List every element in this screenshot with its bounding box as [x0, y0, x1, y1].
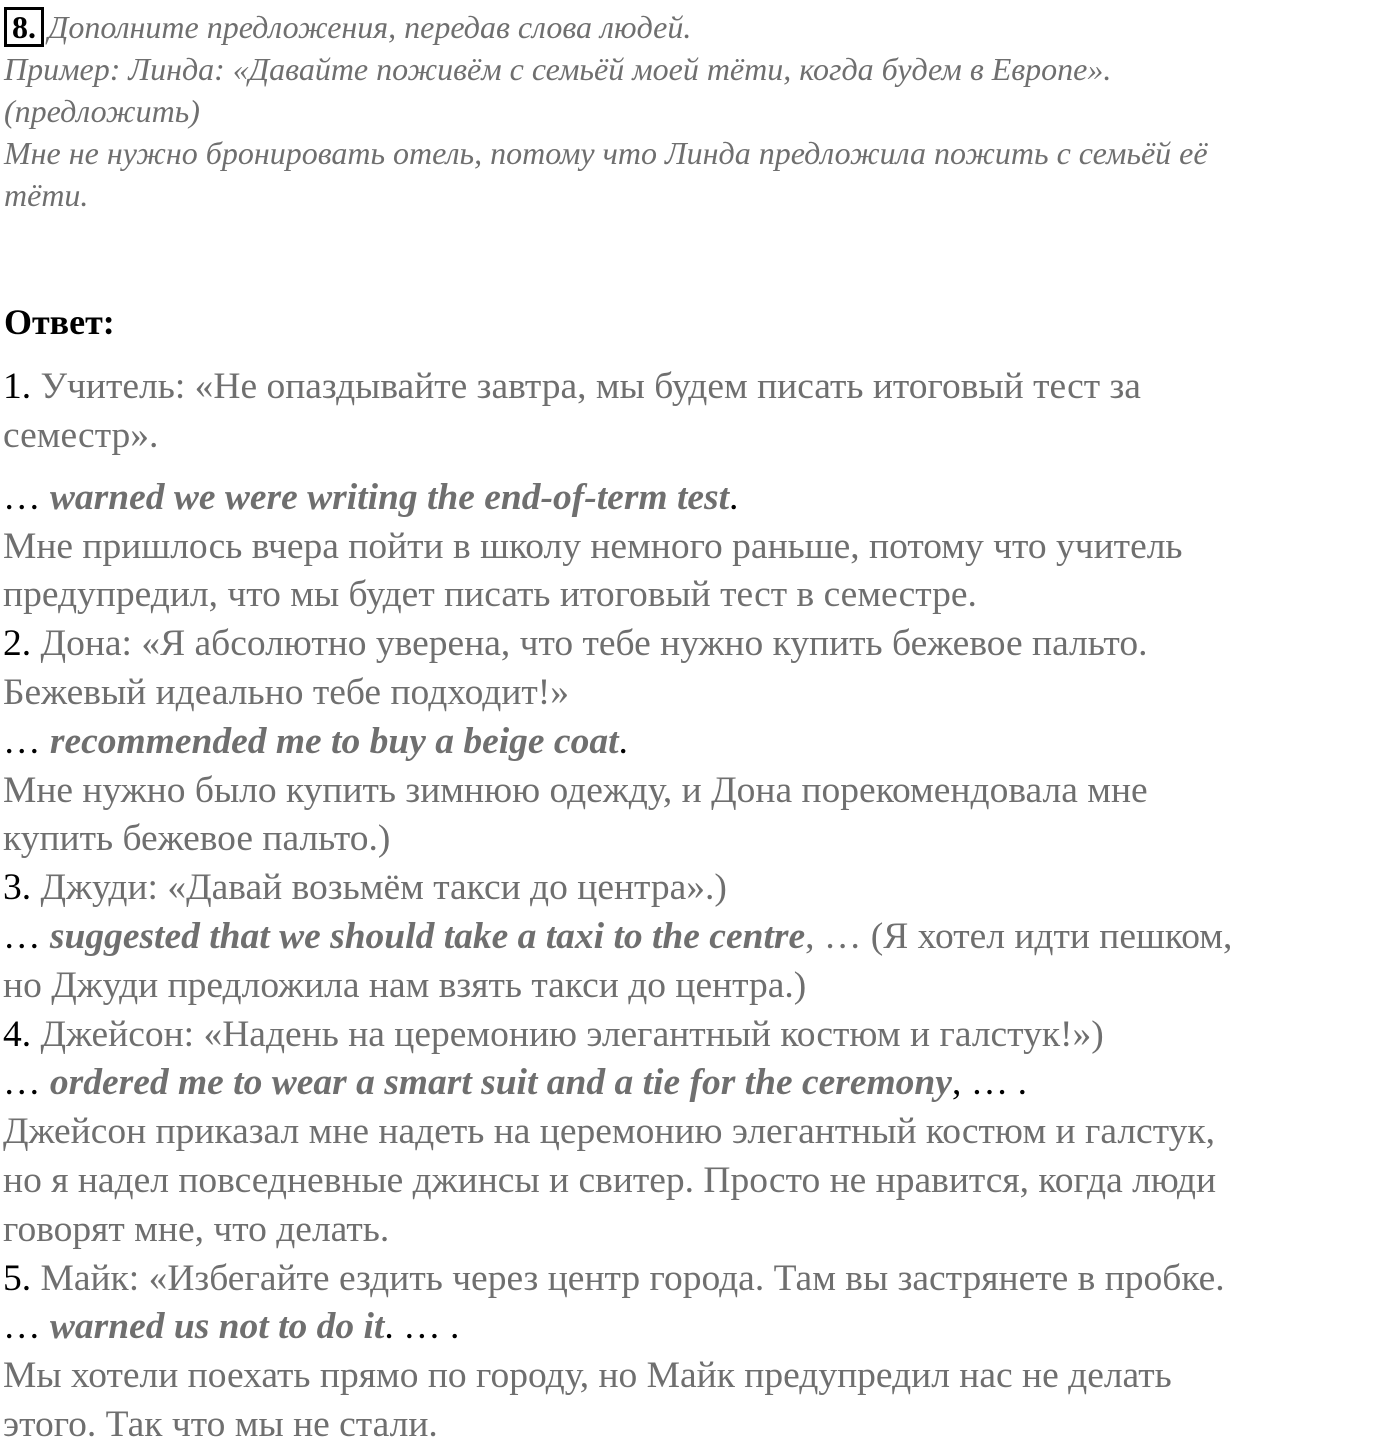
answer-quote: Дона: «Я абсолютно уверена, что тебе нужно купить бежевое пальто.: [31, 623, 1148, 665]
answer-quote: Учитель: «Не опаздывайте завтра, мы будем писать итоговый тест за: [31, 366, 1141, 407]
ellipsis: …: [3, 1062, 50, 1104]
answers-list: [3, 363, 1400, 1450]
answer-number: 5.: [3, 1257, 32, 1299]
answer-5-quote-line: [3, 1255, 1400, 1304]
answer-quote: Джуди: «Давай возьмём такси до центра».): [31, 867, 727, 909]
task-instruction: Дополните предложения, передав слова людей.: [48, 9, 692, 45]
answer-quote: Майк: «Избегайте ездить через центр города. Там вы застрянете в пробке.: [31, 1257, 1225, 1299]
answer-5-translation-line: Мы хотели поехать прямо по городу, но Майк предупредил нас не делать: [3, 1355, 1172, 1397]
answer-1-english-line: [3, 474, 1400, 523]
task-line: [4, 6, 1394, 48]
answer-2-quote-line: [3, 620, 1400, 669]
answer-3-translation-line: но Джуди предложила нам взять такси до центра.): [3, 964, 807, 1006]
answer-5-english-line: [3, 1303, 1400, 1352]
answer-2-quote-line: Бежевый идеально тебе подходит!»: [3, 671, 570, 713]
english-answer: ordered me to wear a smart suit and a tie for the ceremony: [49, 1062, 952, 1104]
answer-suffix: , … .: [951, 1062, 1027, 1104]
answer-number: 4.: [3, 1013, 32, 1055]
english-answer: warned we were writing the end-of-term test: [49, 476, 730, 518]
answer-1-quote-line: семестр».: [3, 414, 159, 456]
answer-suffix: .: [729, 476, 739, 518]
english-answer: suggested that we should take a taxi to the centre: [49, 915, 806, 957]
ellipsis: …: [3, 720, 50, 762]
answer-4-quote-line: [3, 1011, 1400, 1060]
ellipsis: …: [3, 1306, 50, 1348]
task-example-hint: (предложить): [4, 93, 200, 129]
english-answer: warned us not to do it: [49, 1306, 385, 1348]
task-example-answer-line: тёти.: [4, 177, 89, 213]
ellipsis: …: [3, 915, 50, 957]
answer-2-translation-line: купить бежевое пальто.): [3, 818, 391, 860]
answer-number: 1.: [3, 366, 32, 407]
task-example-line: Пример: Линда: «Давайте поживём с семьёй моей тёти, когда будем в Европе».: [4, 51, 1112, 87]
answer-number: 2.: [3, 623, 32, 665]
answer-4-translation-line: но я надел повседневные джинсы и свитер. Просто не нравится, когда люди: [3, 1159, 1217, 1201]
answer-4-english-line: [3, 1059, 1400, 1108]
ellipsis: …: [3, 476, 50, 518]
answer-3-quote-line: [3, 864, 1400, 913]
answer-4-translation-line: Джейсон приказал мне надеть на церемонию элегантный костюм и галстук,: [3, 1111, 1215, 1153]
answer-2-english-line: [3, 718, 1400, 767]
english-answer: recommended me to buy a beige coat: [49, 720, 619, 762]
answer-suffix: , … (Я хотел идти пешком,: [805, 915, 1233, 957]
task-example-answer-line: Мне не нужно бронировать отель, потому что Линда предложила пожить с семьёй её: [4, 135, 1208, 171]
answer-1-translation-line: предупредил, что мы будет писать итоговый тест в семестре.: [3, 574, 977, 616]
answer-5-translation-line: этого. Так что мы не стали.: [3, 1403, 438, 1445]
answer-number: 3.: [3, 867, 32, 909]
answer-suffix: . … .: [384, 1306, 460, 1348]
answer-heading: Ответ:: [4, 302, 115, 342]
answer-1-translation-line: Мне пришлось вчера пойти в школу немного раньше, потому что учитель: [3, 525, 1183, 567]
answer-2-translation-line: Мне нужно было купить зимнюю одежду, и Дона порекомендовала мне: [3, 769, 1148, 811]
answer-4-translation-line: говорят мне, что делать.: [3, 1208, 390, 1250]
answer-1-quote-line: [3, 363, 1400, 412]
task-number-badge: 8.: [4, 7, 44, 47]
answer-3-english-line: [3, 913, 1400, 962]
answer-suffix: .: [618, 720, 628, 762]
answer-quote: Джейсон: «Надень на церемонию элегантный костюм и галстук!»): [31, 1013, 1104, 1055]
task-block: [4, 6, 1394, 216]
